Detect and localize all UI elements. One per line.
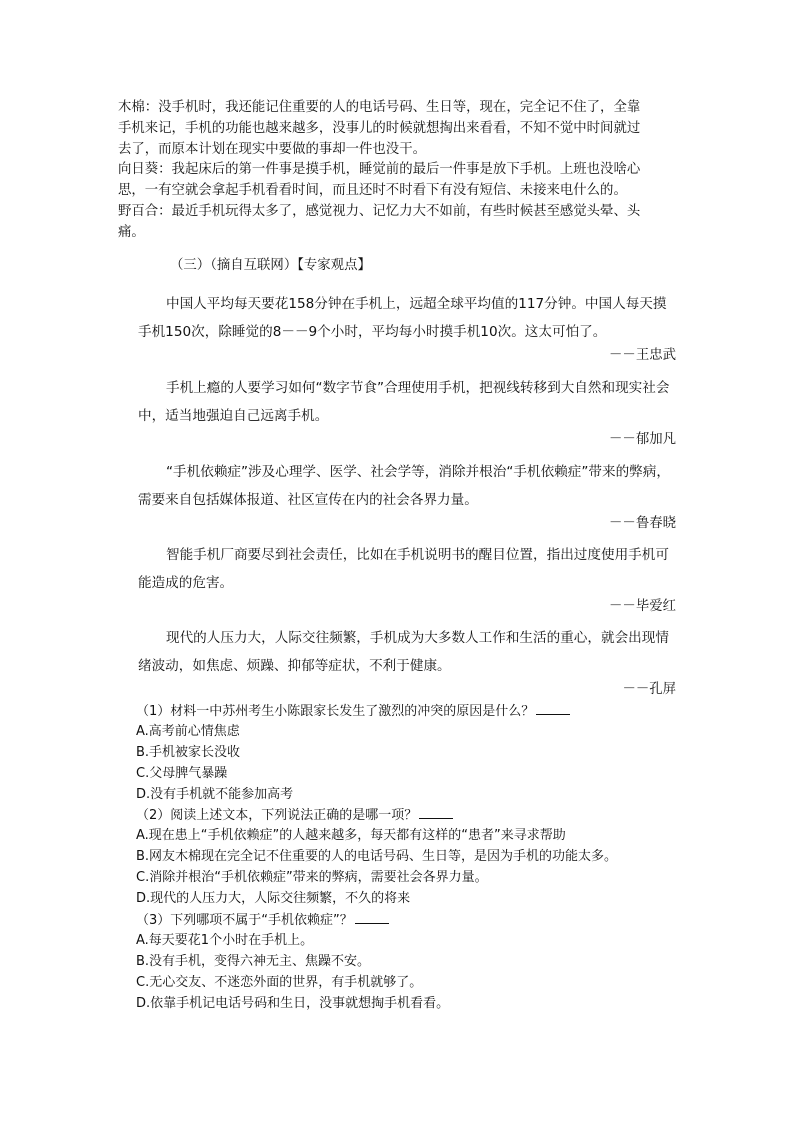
- q1-option-a: A.高考前心情焦虑: [136, 724, 240, 739]
- answer-blank-2[interactable]: [419, 805, 453, 819]
- q3-option-a: A.每天要花1个小时在手机上。: [136, 933, 314, 948]
- expert-author-5: －－孔屏: [622, 682, 676, 697]
- expert-author-3: －－鲁春晓: [609, 516, 676, 531]
- expert-opinion-4: 智能手机厂商要尽到社会责任，比如在手机说明书的醒目位置，指出过度使用手机可能造成的危害。: [138, 547, 669, 591]
- expert-author-2: －－郁加凡: [609, 432, 676, 447]
- comment-yebaihe-line1: 野百合：最近手机玩得太多了，感觉视力、记忆力大不如前，有些时候甚至感觉头晕、头: [118, 204, 641, 219]
- q3-option-b: B.没有手机，变得六神无主、焦躁不安。: [136, 954, 371, 969]
- answer-blank-1[interactable]: [536, 701, 570, 715]
- question-3: [136, 910, 389, 931]
- expert-author-4: －－毕爱红: [609, 599, 676, 614]
- expert-author-1: －－王忠武: [609, 348, 676, 363]
- question-3-stem: （3）下列哪项不属于“手机依赖症”？: [136, 913, 353, 928]
- comment-mumian-line1: 木棉：没手机时，我还能记住重要的人的电话号码、生日等，现在，完全记不住了，全靠: [118, 100, 641, 115]
- q1-option-d: D.没有手机就不能参加高考: [136, 787, 294, 802]
- q2-option-d: D.现代的人压力大，人际交往频繁，不久的将来: [136, 891, 411, 906]
- q2-option-c: C.消除并根治“手机依赖症”带来的弊病，需要社会各界力量。: [136, 870, 488, 885]
- question-1-stem: （1）材料一中苏州考生小陈跟家长发生了激烈的冲突的原因是什么？: [136, 704, 535, 719]
- q3-option-d: D.依靠手机记电话号码和生日，没事就想掏手机看看。: [136, 996, 450, 1011]
- section-heading: （三）（摘自互联网）【专家观点】: [170, 258, 371, 273]
- q2-option-a: A.现在患上“手机依赖症”的人越来越多，每天都有这样的“患者”来寻求帮助: [136, 828, 566, 843]
- comment-mumian-line2: 手机来记，手机的功能也越来越多，没事儿的时候就想掏出来看看，不知不觉中时间就过: [118, 121, 641, 136]
- q2-option-b: B.网友木棉现在完全记不住重要的人的电话号码、生日等，是因为手机的功能太多。: [136, 849, 618, 864]
- question-2-stem: （2）阅读上述文本，下列说法正确的是哪一项？: [136, 808, 418, 823]
- question-2: [136, 805, 453, 826]
- question-1: [136, 701, 570, 722]
- comment-mumian-line3: 去了，而原本计划在现实中要做的事却一件也没干。: [118, 142, 426, 157]
- expert-opinion-2: 手机上瘾的人要学习如何“数字节食”合理使用手机，把视线转移到大自然和现实社会中，适当地强迫自己远离手机。: [138, 380, 670, 424]
- q1-option-c: C.父母脾气暴躁: [136, 766, 228, 781]
- answer-blank-3[interactable]: [355, 910, 389, 924]
- q3-option-c: C.无心交友、不迷恋外面的世界，有手机就够了。: [136, 975, 423, 990]
- comment-xiangrikui-line1: 向日葵：我起床后的第一件事是摸手机，睡觉前的最后一件事是放下手机。上班也没啥心: [118, 162, 641, 177]
- comment-yebaihe-line2: 痛。: [118, 225, 145, 240]
- comment-xiangrikui-line2: 思，一有空就会拿起手机看看时间，而且还时不时看下有没有短信、未接来电什么的。: [118, 183, 627, 198]
- expert-opinion-3: “手机依赖症”涉及心理学、医学、社会学等，消除并根治“手机依赖症”带来的弊病，需要来自包括媒体报道、社区宣传在内的社会各界力量。: [138, 464, 670, 508]
- q1-option-b: B.手机被家长没收: [136, 745, 241, 760]
- expert-opinion-5: 现代的人压力大，人际交往频繁，手机成为大多数人工作和生活的重心，就会出现情绪波动，如焦虑、烦躁、抑郁等症状，不利于健康。: [138, 630, 669, 674]
- expert-opinion-1: 中国人平均每天要花158分钟在手机上，远超全球平均值的117分钟。中国人每天摸手机150次，除睡觉的8－－9个小时，平均每小时摸手机10次。这太可怕了。: [138, 296, 667, 340]
